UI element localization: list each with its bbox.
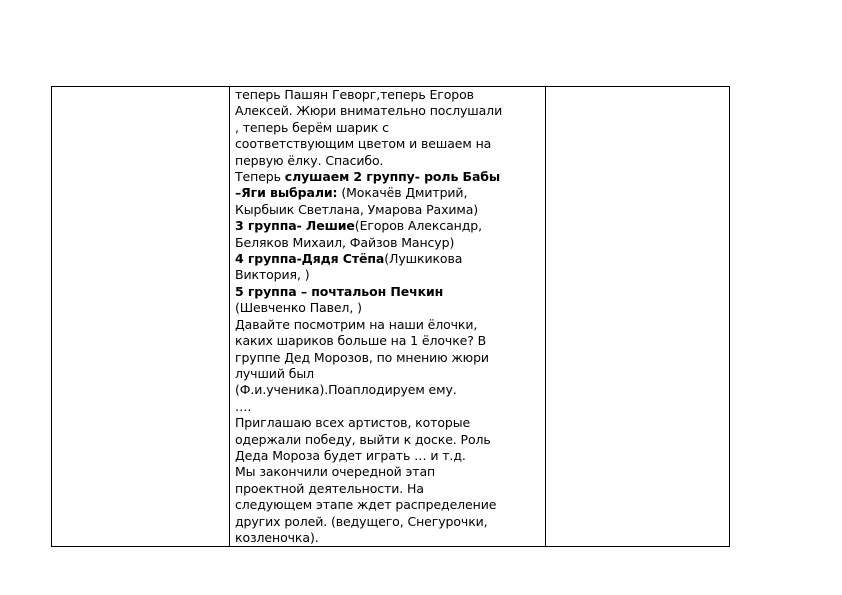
plain-text: первую ёлку. Спасибо. bbox=[235, 152, 384, 168]
text-line bbox=[235, 300, 541, 316]
text-line bbox=[235, 448, 541, 464]
text-line bbox=[235, 317, 541, 333]
text-line bbox=[235, 153, 541, 169]
plain-text: каких шариков больше на 1 ёлочке? В bbox=[235, 333, 487, 349]
plain-text: одержали победу, выйти к доске. Роль bbox=[235, 431, 491, 447]
text-line bbox=[235, 514, 541, 530]
plain-text: Давайте посмотрим на наши ёлочки, bbox=[235, 316, 478, 332]
text-line bbox=[235, 120, 541, 136]
plain-text: Виктория, ) bbox=[235, 267, 310, 283]
text-line bbox=[235, 202, 541, 218]
text-line bbox=[235, 103, 541, 119]
plain-text: лучший был bbox=[235, 365, 314, 381]
plain-text: козленочка). bbox=[235, 529, 319, 545]
plain-text: Кырбыик Светлана, Умарова Рахима) bbox=[235, 201, 479, 217]
table-row bbox=[52, 87, 730, 547]
plain-text: других ролей. (ведущего, Снегурочки, bbox=[235, 513, 488, 529]
bold-text: слушаем 2 группу- роль Бабы bbox=[284, 169, 501, 185]
text-line bbox=[235, 530, 541, 546]
plain-text: группе Дед Морозов, по мнению жюри bbox=[235, 349, 489, 365]
text-line bbox=[235, 464, 541, 480]
text-line bbox=[235, 333, 541, 349]
plain-text: теперь Пашян Геворг,теперь Егоров bbox=[235, 87, 474, 102]
text-line bbox=[235, 284, 541, 300]
plain-text: , теперь берём шарик с bbox=[235, 119, 389, 135]
plain-text: соответствующим цветом и вешаем на bbox=[235, 136, 492, 152]
plain-text: Алексей. Жюри внимательно послушали bbox=[235, 103, 503, 119]
text-line bbox=[235, 235, 541, 251]
text-line bbox=[235, 251, 541, 267]
plain-text: (Егоров Александр, bbox=[354, 218, 482, 234]
plain-text: (Шевченко Павел, ) bbox=[235, 300, 362, 316]
text-line bbox=[235, 382, 541, 398]
plain-text: следующем этапе ждет распределение bbox=[235, 497, 497, 513]
text-line bbox=[235, 497, 541, 513]
text-line bbox=[235, 415, 541, 431]
text-line bbox=[235, 87, 541, 103]
plain-text: Деда Мороза будет играть … и т.д. bbox=[235, 447, 466, 463]
empty-left-cell bbox=[52, 87, 230, 547]
plain-text: Приглашаю всех артистов, которые bbox=[235, 415, 471, 431]
text-line bbox=[235, 169, 541, 185]
plain-text: (Лушкикова bbox=[384, 251, 463, 267]
cell-text bbox=[230, 87, 545, 546]
plain-text: Мы закончили очередной этап bbox=[235, 464, 436, 480]
content-table bbox=[51, 86, 730, 547]
plain-text: проектной деятельности. На bbox=[235, 480, 424, 496]
bold-text: –Яги выбрали: bbox=[235, 185, 338, 201]
text-line bbox=[235, 218, 541, 234]
empty-right-cell bbox=[546, 87, 730, 547]
text-line bbox=[235, 399, 541, 415]
text-line bbox=[235, 432, 541, 448]
plain-text: Беляков Михаил, Файзов Мансур) bbox=[235, 234, 455, 250]
text-line bbox=[235, 185, 541, 201]
bold-text: 3 группа- Лешие bbox=[235, 218, 355, 234]
plain-text: …. bbox=[235, 398, 252, 414]
plain-text: (Мокачёв Дмитрий, bbox=[337, 185, 468, 201]
plain-text: Теперь bbox=[235, 169, 285, 185]
text-line bbox=[235, 481, 541, 497]
bold-text: 4 группа-Дядя Стёпа bbox=[235, 251, 385, 267]
text-line bbox=[235, 267, 541, 283]
text-line bbox=[235, 136, 541, 152]
plain-text: (Ф.и.ученика).Поаплодируем ему. bbox=[235, 382, 457, 398]
text-line bbox=[235, 366, 541, 382]
bold-text: 5 группа – почтальон Печкин bbox=[235, 283, 444, 299]
text-cell bbox=[230, 87, 546, 547]
text-line bbox=[235, 350, 541, 366]
